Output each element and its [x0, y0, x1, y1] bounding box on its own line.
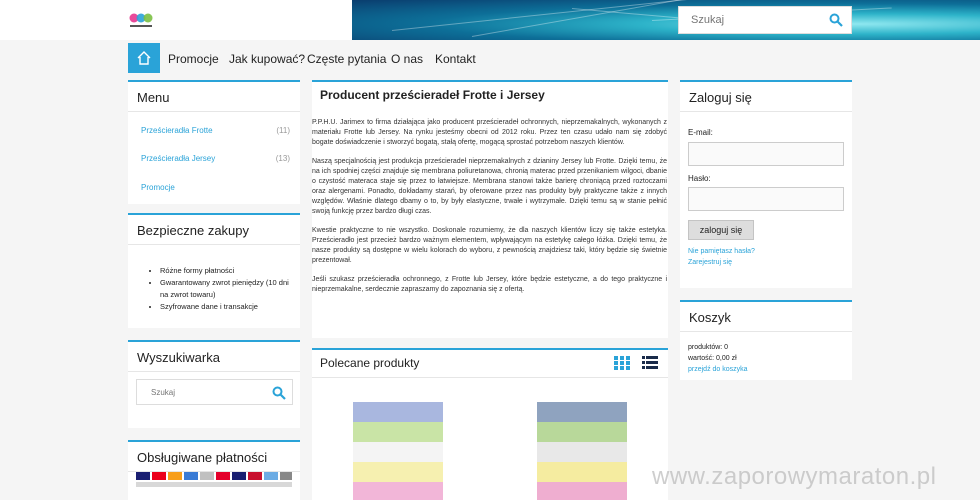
paragraph: Jeśli szukasz prześcieradła ochronnego, z Frotte lub Jersey, które będzie estetyczne, a do tego praktyczne i nieprzemakalne, serdecznie zapraszamy do zapoznania się z ofertą. [312, 276, 667, 293]
safe-shopping-list [160, 265, 289, 313]
recommended-panel [312, 348, 668, 500]
nav-item-promocje[interactable]: Promocje [168, 52, 219, 66]
paragraph: Kwestie praktyczne to nie wszystko. Doskonale rozumiemy, że dla naszych klientów liczy się także estetyka. Prześcieradło jest przecież bardzo ważnym elementem, wpływającym na estetykę całego łóżka. Dzięki temu, że nasze produkty są dostępne w wielu kolorach do wyboru, z pewnością znajdziesz taki, który będzie się świetnie prezentował. [312, 227, 667, 264]
home-button[interactable] [128, 43, 160, 73]
page-title: Producent prześcieradeł Frotte i Jersey [320, 88, 545, 102]
header-search-input[interactable] [679, 7, 819, 33]
safe-shopping-title: Bezpieczne zakupy [128, 215, 300, 245]
content-panel [312, 80, 668, 338]
side-search-title: Wyszukiwarka [128, 342, 300, 372]
payment-logos [136, 470, 292, 488]
paragraph: Naszą specjalnością jest produkcja prześcieradeł nieprzemakalnych z dzianiny Jersey lub Frotte. Dzięki temu, że na ich spodniej części znajduje się membrana poliuretanowa, chronią materac przed przenikaniem wilgoci, dbanie o czystość materaca staje się przez to łatwiejsze. Membrana stanowi także barierę chroniącą przed roztoczami oraz alergenami. Ponadto, dokładamy starań, by oferowane przez nas produkty były praktyczne także z innych względów. Właśnie dlatego dbamy o to, by były elastyczne, trwałe i wytrzymałe. Dzięki temu są w stanie pełnić swoją funkcję przez bardzo długi czas. [312, 158, 667, 215]
cart-title: Koszyk [680, 302, 852, 332]
cart-value: wartość: 0,00 zł [688, 355, 737, 362]
search-icon[interactable] [829, 13, 843, 27]
payments-panel [128, 440, 300, 500]
login-button[interactable]: zaloguj się [688, 220, 754, 240]
header-search [678, 6, 852, 34]
search-icon[interactable] [272, 386, 286, 400]
menu-item-frotte-count: (11) [276, 126, 290, 135]
list-view-icon[interactable] [642, 356, 658, 370]
main-nav [0, 40, 980, 78]
menu-item-promocje[interactable]: Promocje [141, 183, 175, 192]
recommended-title: Polecane produkty [312, 350, 668, 378]
view-switch [614, 356, 658, 375]
list-item: • Gwarantowany zwrot pieniędzy (10 dni [160, 277, 289, 289]
paragraph: P.P.H.U. Jarimex to firma działająca jako producent prześcieradeł ochronnych, nieprzemakalnych, wykonanych z materiału Frotte lub Jersey. Na rynku jesteśmy obecni od 2012 roku. Przez ten czasu udało nam się zdobyć bogate doświadczenie i stworzyć bogatą, stałą ofertę, mogącą sprostać potrzebom naszych klientów. [312, 119, 667, 146]
safe-shopping-panel [128, 213, 300, 328]
header [0, 0, 980, 40]
menu-item-jersey[interactable]: Prześcieradła Jersey [141, 154, 216, 163]
home-icon [136, 50, 152, 66]
side-search-input[interactable] [137, 380, 257, 404]
nav-item-jak-kupowac[interactable]: Jak kupować? [229, 52, 306, 66]
list-item: • Szyfrowane dane i transakcje [160, 301, 289, 313]
header-banner [352, 0, 980, 40]
email-label: E-mail: [688, 128, 713, 137]
login-title: Zaloguj się [680, 82, 852, 112]
watermark: www.zaporowymaraton.pl [652, 463, 937, 490]
forgot-password-link[interactable]: Nie pamiętasz hasła? [688, 248, 755, 255]
content-body [312, 118, 667, 304]
nav-item-o-nas[interactable]: O nas [391, 52, 424, 66]
menu-title: Menu [128, 82, 300, 112]
product-image[interactable] [537, 402, 627, 500]
list-item: • Różne formy płatności [160, 265, 289, 277]
cart-products-count: produktów: 0 [688, 344, 729, 351]
cart-panel [680, 300, 852, 380]
nav-item-czeste-pytania[interactable]: Częste pytania [307, 52, 387, 66]
nav-item-kontakt[interactable]: Kontakt [435, 52, 476, 66]
email-field[interactable] [688, 142, 844, 166]
menu-item-frotte[interactable]: Prześcieradła Frotte [141, 126, 213, 135]
password-label: Hasło: [688, 174, 711, 183]
list-item: na zwrot towaru) [160, 290, 216, 299]
side-search-box [136, 379, 293, 405]
cart-link[interactable]: przejdź do koszyka [688, 366, 748, 373]
logo[interactable] [128, 11, 154, 31]
register-link[interactable]: Zarejestruj się [688, 259, 732, 266]
menu-item-jersey-count: (13) [275, 154, 290, 163]
product-image[interactable] [353, 402, 443, 500]
login-panel [680, 80, 852, 288]
password-field[interactable] [688, 187, 844, 211]
payments-title: Obsługiwane płatności [128, 442, 300, 472]
menu-panel [128, 80, 300, 204]
grid-view-icon[interactable] [614, 356, 630, 370]
side-search-panel [128, 340, 300, 428]
